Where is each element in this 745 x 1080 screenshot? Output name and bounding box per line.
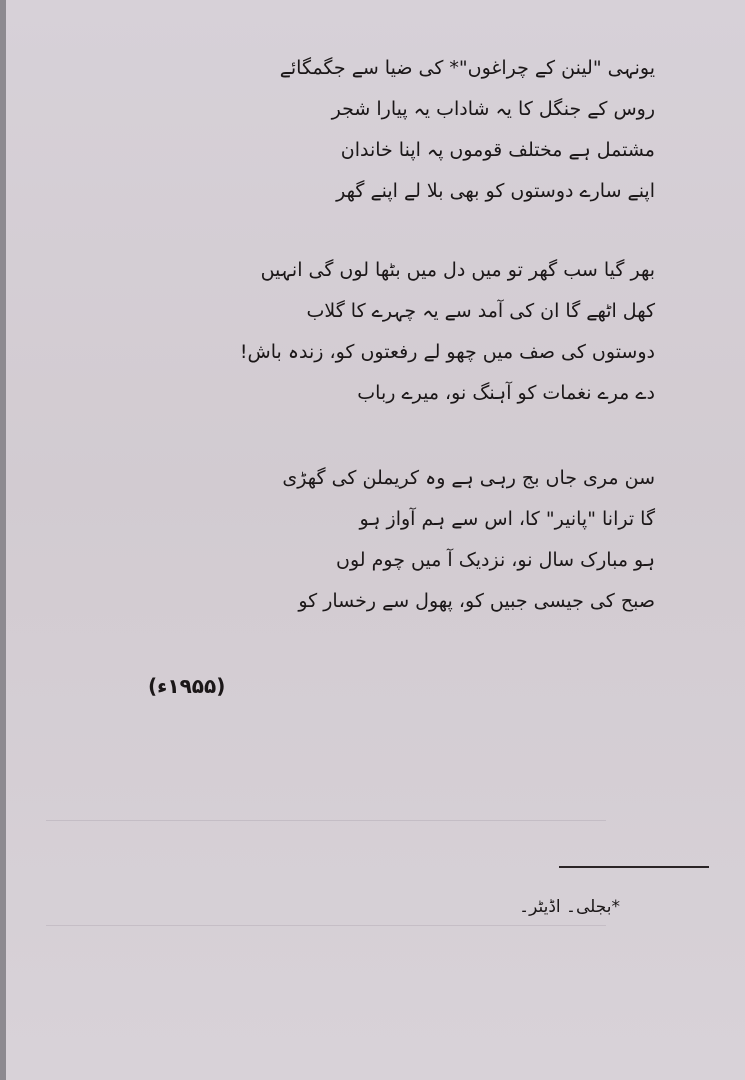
poem-line: گا ترانا "پانیر" کا، اس سے ہم آواز ہو — [359, 508, 655, 530]
poem-stanza-2 — [96, 250, 655, 414]
poem-line: بھر گیا سب گھر تو میں دل میں بٹھا لوں گی انہیں — [260, 259, 655, 281]
poem-line: مشتمل ہے مختلف قوموں پہ اپنا خاندان — [340, 139, 655, 161]
poem-line: دوستوں کی صف میں چھو لے رفعتوں کو، زندہ باش! — [239, 341, 655, 363]
poem-year: (۱۹۵۵ء) — [148, 674, 226, 698]
poem-line: اپنے سارے دوستوں کو بھی بلا لے اپنے گھر — [336, 180, 655, 202]
poem-line: یونہی "لینن کے چراغوں"* کی ضیا سے جگمگائے — [279, 57, 655, 79]
poem-line: صبح کی جیسی جبیں کو، پھول سے رخسار کو — [298, 590, 655, 612]
poem-line: دے مرے نغمات کو آہنگ نو، میرے رباب — [357, 382, 655, 404]
footnote-text: *بجلی۔ اڈیٹر۔ — [519, 897, 620, 917]
poem-stanza-3 — [96, 458, 655, 622]
poem-line: سن مری جاں بج رہی ہے وہ کریملن کی گھڑی — [282, 467, 655, 489]
poem-line: ہو مبارک سال نو، نزدیک آ میں چوم لوں — [336, 549, 655, 571]
poem-stanza-1 — [96, 48, 655, 212]
bleed-through-line — [46, 820, 606, 821]
poem-line: کھل اٹھے گا ان کی آمد سے یہ چہرے کا گلاب — [306, 300, 655, 322]
poem-line: روس کے جنگل کا یہ شاداب یہ پیارا شجر — [331, 98, 655, 120]
footnote-divider — [559, 866, 709, 868]
bleed-through-line — [46, 925, 606, 926]
